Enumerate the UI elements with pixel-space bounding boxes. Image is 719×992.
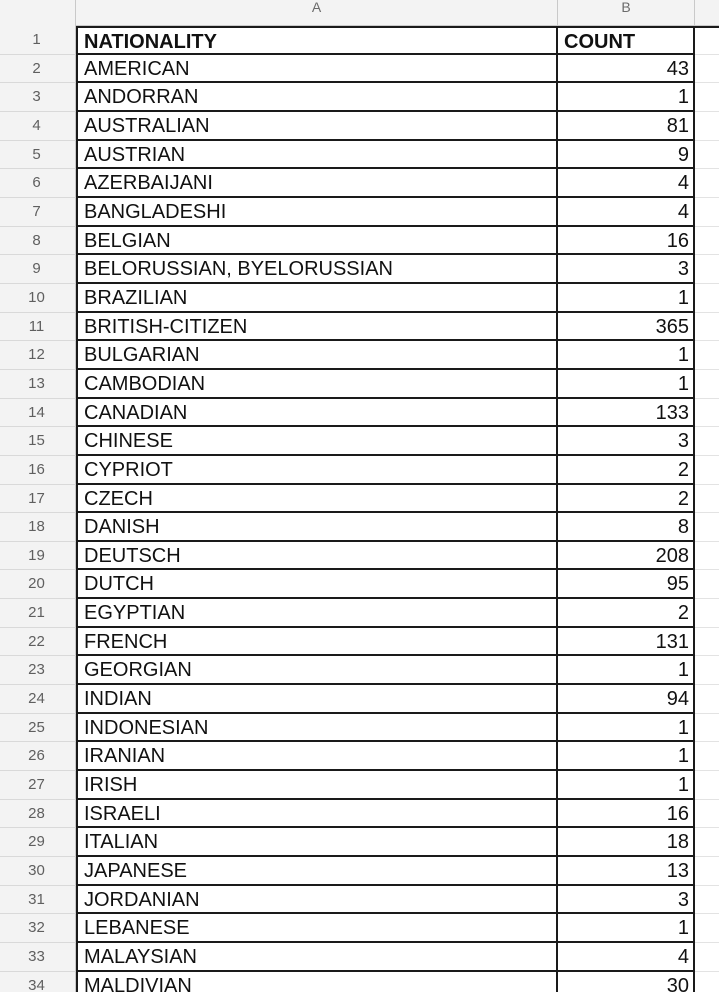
count-cell[interactable]: 16 <box>558 227 695 256</box>
table-row <box>0 685 719 714</box>
count-cell[interactable]: 43 <box>558 55 695 84</box>
count-cell[interactable]: 18 <box>558 828 695 857</box>
count-cell[interactable]: 13 <box>558 857 695 886</box>
nationality-cell[interactable]: IRISH <box>76 771 558 800</box>
count-cell[interactable]: 4 <box>558 169 695 198</box>
empty-cell[interactable] <box>695 227 719 256</box>
empty-cell[interactable] <box>695 370 719 399</box>
table-row <box>0 255 719 284</box>
nationality-cell[interactable]: ANDORRAN <box>76 83 558 112</box>
row-number[interactable]: 18 <box>0 513 76 542</box>
empty-cell[interactable] <box>695 255 719 284</box>
empty-cell[interactable] <box>695 628 719 657</box>
select-all-corner[interactable] <box>0 0 76 26</box>
count-cell[interactable]: 3 <box>558 427 695 456</box>
nationality-cell[interactable]: INDIAN <box>76 685 558 714</box>
column-header-b[interactable]: B <box>558 0 695 26</box>
empty-cell[interactable] <box>695 341 719 370</box>
table-row <box>0 972 719 992</box>
row-number[interactable]: 14 <box>0 399 76 428</box>
row-number[interactable]: 8 <box>0 227 76 256</box>
column-header-a[interactable]: A <box>76 0 558 26</box>
nationality-cell[interactable]: BELORUSSIAN, BYELORUSSIAN <box>76 255 558 284</box>
count-cell[interactable]: 365 <box>558 313 695 342</box>
empty-cell[interactable] <box>695 55 719 84</box>
table-row <box>0 886 719 915</box>
empty-cell[interactable] <box>695 198 719 227</box>
count-cell[interactable]: 1 <box>558 341 695 370</box>
empty-cell[interactable] <box>695 399 719 428</box>
nationality-cell[interactable]: LEBANESE <box>76 914 558 943</box>
header-cell-nationality[interactable]: NATIONALITY <box>76 26 558 55</box>
count-cell[interactable]: 1 <box>558 914 695 943</box>
row-number[interactable]: 16 <box>0 456 76 485</box>
row-number[interactable]: 22 <box>0 628 76 657</box>
table-row <box>0 284 719 313</box>
count-cell[interactable]: 30 <box>558 972 695 992</box>
row-number[interactable]: 28 <box>0 800 76 829</box>
nationality-cell[interactable]: CANADIAN <box>76 399 558 428</box>
count-cell[interactable]: 3 <box>558 886 695 915</box>
nationality-cell[interactable]: CYPRIOT <box>76 456 558 485</box>
table-row <box>0 456 719 485</box>
row-number[interactable]: 10 <box>0 284 76 313</box>
count-cell[interactable]: 1 <box>558 742 695 771</box>
empty-cell[interactable] <box>695 83 719 112</box>
empty-cell[interactable] <box>695 828 719 857</box>
nationality-cell[interactable]: BRAZILIAN <box>76 284 558 313</box>
column-header-bar <box>0 0 719 26</box>
nationality-cell[interactable]: BELGIAN <box>76 227 558 256</box>
table-row <box>0 227 719 256</box>
row-number[interactable]: 12 <box>0 341 76 370</box>
table-row <box>0 857 719 886</box>
row-number[interactable]: 19 <box>0 542 76 571</box>
row-number[interactable]: 9 <box>0 255 76 284</box>
row-number[interactable]: 2 <box>0 55 76 84</box>
table-row <box>0 485 719 514</box>
empty-cell[interactable] <box>695 169 719 198</box>
count-cell[interactable]: 94 <box>558 685 695 714</box>
empty-cell[interactable] <box>695 456 719 485</box>
table-row <box>0 828 719 857</box>
table-row <box>0 427 719 456</box>
table-row <box>0 570 719 599</box>
row-number[interactable]: 5 <box>0 141 76 170</box>
nationality-cell[interactable]: IRANIAN <box>76 742 558 771</box>
row-number[interactable]: 33 <box>0 943 76 972</box>
column-header-c[interactable] <box>695 0 719 26</box>
row-number[interactable]: 17 <box>0 485 76 514</box>
nationality-cell[interactable]: BRITISH-CITIZEN <box>76 313 558 342</box>
nationality-cell[interactable]: AUSTRIAN <box>76 141 558 170</box>
count-cell[interactable]: 1 <box>558 771 695 800</box>
count-cell[interactable]: 2 <box>558 485 695 514</box>
nationality-cell[interactable]: BULGARIAN <box>76 341 558 370</box>
count-cell[interactable]: 131 <box>558 628 695 657</box>
empty-cell[interactable] <box>695 656 719 685</box>
count-cell[interactable]: 2 <box>558 456 695 485</box>
empty-cell[interactable] <box>695 771 719 800</box>
empty-cell[interactable] <box>695 513 719 542</box>
empty-cell[interactable] <box>695 599 719 628</box>
table-row <box>0 599 719 628</box>
empty-cell[interactable] <box>695 972 719 992</box>
nationality-cell[interactable]: JAPANESE <box>76 857 558 886</box>
nationality-cell[interactable]: MALAYSIAN <box>76 943 558 972</box>
count-cell[interactable]: 9 <box>558 141 695 170</box>
empty-cell[interactable] <box>695 570 719 599</box>
nationality-cell[interactable]: JORDANIAN <box>76 886 558 915</box>
table-row <box>0 169 719 198</box>
empty-cell[interactable] <box>695 914 719 943</box>
nationality-cell[interactable]: AUSTRALIAN <box>76 112 558 141</box>
nationality-cell[interactable]: AMERICAN <box>76 55 558 84</box>
nationality-cell[interactable]: CHINESE <box>76 427 558 456</box>
row-number[interactable]: 11 <box>0 313 76 342</box>
count-cell[interactable]: 81 <box>558 112 695 141</box>
table-row <box>0 628 719 657</box>
table-row <box>0 542 719 571</box>
nationality-cell[interactable]: ISRAELI <box>76 800 558 829</box>
row-number[interactable]: 27 <box>0 771 76 800</box>
count-cell[interactable]: 4 <box>558 198 695 227</box>
table-row <box>0 399 719 428</box>
count-cell[interactable]: 1 <box>558 656 695 685</box>
nationality-cell[interactable]: EGYPTIAN <box>76 599 558 628</box>
count-cell[interactable]: 1 <box>558 370 695 399</box>
nationality-cell[interactable]: DEUTSCH <box>76 542 558 571</box>
row-number[interactable]: 3 <box>0 83 76 112</box>
row-number[interactable]: 6 <box>0 169 76 198</box>
empty-cell[interactable] <box>695 26 719 55</box>
nationality-cell[interactable]: GEORGIAN <box>76 656 558 685</box>
row-number[interactable]: 34 <box>0 972 76 992</box>
table-row <box>0 513 719 542</box>
table-row <box>0 800 719 829</box>
table-row <box>0 914 719 943</box>
nationality-cell[interactable]: MALDIVIAN <box>76 972 558 992</box>
empty-cell[interactable] <box>695 943 719 972</box>
count-cell[interactable]: 1 <box>558 83 695 112</box>
table-row <box>0 943 719 972</box>
grid-rows <box>0 26 719 992</box>
row-number[interactable]: 29 <box>0 828 76 857</box>
count-cell[interactable]: 95 <box>558 570 695 599</box>
table-row <box>0 112 719 141</box>
empty-cell[interactable] <box>695 886 719 915</box>
empty-cell[interactable] <box>695 857 719 886</box>
table-row <box>0 370 719 399</box>
empty-cell[interactable] <box>695 112 719 141</box>
row-number[interactable]: 1 <box>0 26 76 55</box>
empty-cell[interactable] <box>695 284 719 313</box>
nationality-cell[interactable]: DANISH <box>76 513 558 542</box>
empty-cell[interactable] <box>695 485 719 514</box>
header-row <box>0 26 719 55</box>
row-number[interactable]: 24 <box>0 685 76 714</box>
table-row <box>0 341 719 370</box>
row-number[interactable]: 4 <box>0 112 76 141</box>
table-row <box>0 55 719 84</box>
row-number[interactable]: 26 <box>0 742 76 771</box>
row-number[interactable]: 7 <box>0 198 76 227</box>
count-cell[interactable]: 133 <box>558 399 695 428</box>
empty-cell[interactable] <box>695 141 719 170</box>
nationality-cell[interactable]: CAMBODIAN <box>76 370 558 399</box>
nationality-cell[interactable]: AZERBAIJANI <box>76 169 558 198</box>
row-number[interactable]: 13 <box>0 370 76 399</box>
count-cell[interactable]: 16 <box>558 800 695 829</box>
empty-cell[interactable] <box>695 427 719 456</box>
table-row <box>0 83 719 112</box>
count-cell[interactable]: 8 <box>558 513 695 542</box>
nationality-cell[interactable]: DUTCH <box>76 570 558 599</box>
row-number[interactable]: 21 <box>0 599 76 628</box>
empty-cell[interactable] <box>695 714 719 743</box>
count-cell[interactable]: 208 <box>558 542 695 571</box>
row-number[interactable]: 20 <box>0 570 76 599</box>
empty-cell[interactable] <box>695 685 719 714</box>
nationality-cell[interactable]: CZECH <box>76 485 558 514</box>
row-number[interactable]: 32 <box>0 914 76 943</box>
row-number[interactable]: 30 <box>0 857 76 886</box>
row-number[interactable]: 23 <box>0 656 76 685</box>
count-cell[interactable]: 4 <box>558 943 695 972</box>
nationality-cell[interactable]: FRENCH <box>76 628 558 657</box>
table-row <box>0 141 719 170</box>
empty-cell[interactable] <box>695 800 719 829</box>
empty-cell[interactable] <box>695 313 719 342</box>
count-cell[interactable]: 1 <box>558 284 695 313</box>
table-row <box>0 198 719 227</box>
row-number[interactable]: 15 <box>0 427 76 456</box>
count-cell[interactable]: 3 <box>558 255 695 284</box>
header-cell-count[interactable]: COUNT <box>558 26 695 55</box>
table-row <box>0 742 719 771</box>
nationality-cell[interactable]: ITALIAN <box>76 828 558 857</box>
table-row <box>0 771 719 800</box>
empty-cell[interactable] <box>695 542 719 571</box>
empty-cell[interactable] <box>695 742 719 771</box>
nationality-cell[interactable]: BANGLADESHI <box>76 198 558 227</box>
row-number[interactable]: 31 <box>0 886 76 915</box>
row-number[interactable]: 25 <box>0 714 76 743</box>
table-row <box>0 313 719 342</box>
count-cell[interactable]: 1 <box>558 714 695 743</box>
nationality-cell[interactable]: INDONESIAN <box>76 714 558 743</box>
table-row <box>0 714 719 743</box>
table-row <box>0 656 719 685</box>
count-cell[interactable]: 2 <box>558 599 695 628</box>
